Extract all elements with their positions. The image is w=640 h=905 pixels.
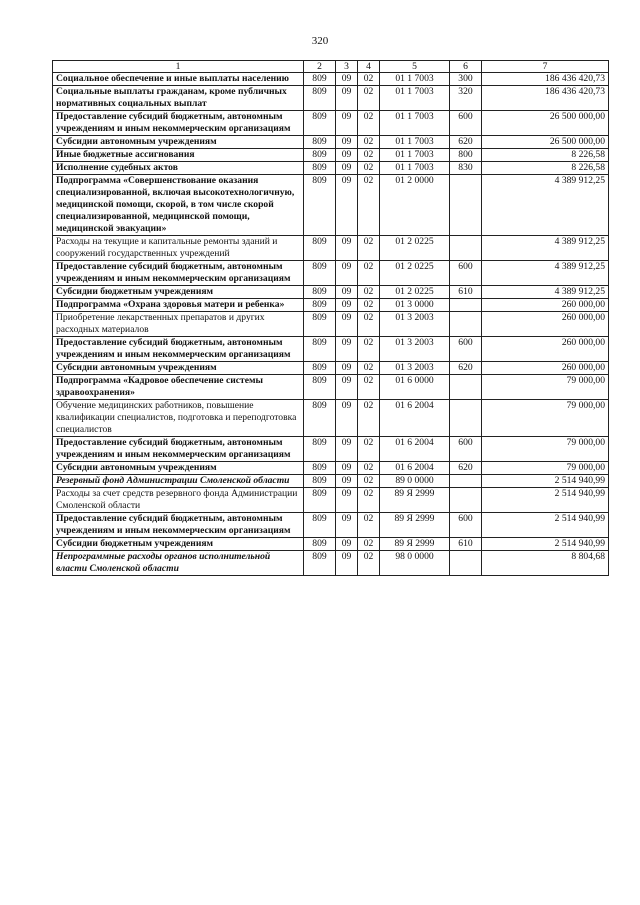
row-code-3-cell: 09: [336, 86, 358, 111]
row-code-4-cell: 02: [358, 400, 380, 437]
row-code-5-cell: 01 3 0000: [380, 299, 450, 312]
row-name-cell: Исполнение судебных актов: [53, 162, 304, 175]
row-code-5-cell: 01 1 7003: [380, 136, 450, 149]
row-code-3-cell: 09: [336, 375, 358, 400]
row-code-4-cell: 02: [358, 462, 380, 475]
table-row: [53, 551, 609, 576]
row-name-cell: Предоставление субсидий бюджетным, автономным учреждениям и иным некоммерческим организациям: [53, 437, 304, 462]
table-row: [53, 488, 609, 513]
row-name-cell: Предоставление субсидий бюджетным, автономным учреждениям и иным некоммерческим организациям: [53, 337, 304, 362]
row-code-2-cell: 809: [304, 475, 336, 488]
row-code-3-cell: 09: [336, 299, 358, 312]
row-code-2-cell: 809: [304, 462, 336, 475]
row-amount-cell: 186 436 420,73: [482, 73, 609, 86]
row-code-3-cell: 09: [336, 73, 358, 86]
header-col-1: 1: [53, 61, 304, 73]
row-code-2-cell: 809: [304, 538, 336, 551]
row-name-cell: Субсидии бюджетным учреждениям: [53, 286, 304, 299]
table-row: [53, 73, 609, 86]
row-code-6-cell: 320: [450, 86, 482, 111]
row-name-cell: Субсидии автономным учреждениям: [53, 462, 304, 475]
row-code-4-cell: 02: [358, 111, 380, 136]
row-code-5-cell: 01 6 2004: [380, 462, 450, 475]
row-amount-cell: 8 226,58: [482, 162, 609, 175]
row-code-5-cell: 01 2 0000: [380, 175, 450, 236]
row-name-cell: Социальное обеспечение и иные выплаты населению: [53, 73, 304, 86]
row-code-6-cell: [450, 375, 482, 400]
row-code-6-cell: 620: [450, 462, 482, 475]
row-code-3-cell: 09: [336, 236, 358, 261]
row-code-3-cell: 09: [336, 286, 358, 299]
row-name-cell: Расходы за счет средств резервного фонда Администрации Смоленской области: [53, 488, 304, 513]
row-code-3-cell: 09: [336, 162, 358, 175]
row-code-5-cell: 01 2 0225: [380, 286, 450, 299]
table-row: [53, 299, 609, 312]
row-code-2-cell: 809: [304, 437, 336, 462]
row-name-cell: Подпрограмма «Совершенствование оказания специализированной, включая высокотехнологичную, медицинской помощи, скорой, в том числе скорой специализированной, медицинской помощи, медицинской эвакуации»: [53, 175, 304, 236]
row-code-6-cell: 610: [450, 538, 482, 551]
row-code-5-cell: 01 1 7003: [380, 149, 450, 162]
row-code-5-cell: 01 3 2003: [380, 337, 450, 362]
row-amount-cell: 8 226,58: [482, 149, 609, 162]
row-amount-cell: 2 514 940,99: [482, 475, 609, 488]
row-code-6-cell: 600: [450, 337, 482, 362]
row-code-5-cell: 98 0 0000: [380, 551, 450, 576]
row-code-2-cell: 809: [304, 375, 336, 400]
row-code-2-cell: 809: [304, 400, 336, 437]
row-amount-cell: 186 436 420,73: [482, 86, 609, 111]
row-code-4-cell: 02: [358, 475, 380, 488]
row-code-2-cell: 809: [304, 312, 336, 337]
row-code-2-cell: 809: [304, 337, 336, 362]
table-row: [53, 513, 609, 538]
row-code-6-cell: [450, 299, 482, 312]
row-code-3-cell: 09: [336, 538, 358, 551]
row-code-2-cell: 809: [304, 175, 336, 236]
row-name-cell: Резервный фонд Администрации Смоленской области: [53, 475, 304, 488]
header-col-2: 2: [304, 61, 336, 73]
row-code-4-cell: 02: [358, 312, 380, 337]
row-code-6-cell: [450, 236, 482, 261]
row-code-6-cell: 600: [450, 513, 482, 538]
row-code-6-cell: 600: [450, 111, 482, 136]
row-name-cell: Предоставление субсидий бюджетным, автономным учреждениям и иным некоммерческим организациям: [53, 513, 304, 538]
row-amount-cell: 260 000,00: [482, 312, 609, 337]
row-code-4-cell: 02: [358, 551, 380, 576]
row-code-6-cell: 620: [450, 136, 482, 149]
row-code-4-cell: 02: [358, 437, 380, 462]
row-name-cell: Субсидии автономным учреждениям: [53, 136, 304, 149]
row-name-cell: Подпрограмма «Кадровое обеспечение системы здравоохранения»: [53, 375, 304, 400]
row-amount-cell: 26 500 000,00: [482, 136, 609, 149]
row-code-2-cell: 809: [304, 73, 336, 86]
row-code-5-cell: 01 6 0000: [380, 375, 450, 400]
header-col-3: 3: [336, 61, 358, 73]
row-amount-cell: 2 514 940,99: [482, 538, 609, 551]
row-amount-cell: 8 804,68: [482, 551, 609, 576]
row-code-4-cell: 02: [358, 261, 380, 286]
table-row: [53, 538, 609, 551]
row-code-5-cell: 01 2 0225: [380, 236, 450, 261]
row-code-6-cell: [450, 175, 482, 236]
row-amount-cell: 2 514 940,99: [482, 513, 609, 538]
row-code-2-cell: 809: [304, 149, 336, 162]
row-code-3-cell: 09: [336, 175, 358, 236]
row-code-5-cell: 01 1 7003: [380, 86, 450, 111]
row-code-5-cell: 01 3 2003: [380, 362, 450, 375]
row-amount-cell: 4 389 912,25: [482, 175, 609, 236]
row-code-4-cell: 02: [358, 513, 380, 538]
row-code-5-cell: 89 Я 2999: [380, 488, 450, 513]
row-amount-cell: 79 000,00: [482, 375, 609, 400]
row-code-3-cell: 09: [336, 551, 358, 576]
row-amount-cell: 260 000,00: [482, 299, 609, 312]
table-row: [53, 261, 609, 286]
row-amount-cell: 4 389 912,25: [482, 286, 609, 299]
row-name-cell: Субсидии автономным учреждениям: [53, 362, 304, 375]
row-code-4-cell: 02: [358, 73, 380, 86]
row-code-5-cell: 01 3 2003: [380, 312, 450, 337]
row-code-2-cell: 809: [304, 136, 336, 149]
row-code-3-cell: 09: [336, 437, 358, 462]
row-code-2-cell: 809: [304, 286, 336, 299]
table-row: [53, 149, 609, 162]
row-code-4-cell: 02: [358, 375, 380, 400]
row-code-4-cell: 02: [358, 162, 380, 175]
row-code-6-cell: [450, 312, 482, 337]
row-code-2-cell: 809: [304, 162, 336, 175]
budget-table: [52, 60, 609, 576]
row-name-cell: Непрограммные расходы органов исполнительной власти Смоленской области: [53, 551, 304, 576]
table-row: [53, 400, 609, 437]
row-code-6-cell: 600: [450, 437, 482, 462]
row-name-cell: Обучение медицинских работников, повышение квалификации специалистов, подготовка и переподготовка специалистов: [53, 400, 304, 437]
row-code-2-cell: 809: [304, 236, 336, 261]
row-amount-cell: 4 389 912,25: [482, 261, 609, 286]
row-code-5-cell: 01 1 7003: [380, 73, 450, 86]
row-amount-cell: 79 000,00: [482, 437, 609, 462]
row-code-2-cell: 809: [304, 86, 336, 111]
row-amount-cell: 2 514 940,99: [482, 488, 609, 513]
row-code-2-cell: 809: [304, 111, 336, 136]
row-name-cell: Субсидии бюджетным учреждениям: [53, 538, 304, 551]
row-code-4-cell: 02: [358, 86, 380, 111]
row-code-3-cell: 09: [336, 400, 358, 437]
page-number: 320: [311, 35, 329, 47]
row-code-6-cell: [450, 488, 482, 513]
row-code-4-cell: 02: [358, 362, 380, 375]
row-name-cell: Социальные выплаты гражданам, кроме публичных нормативных социальных выплат: [53, 86, 304, 111]
row-code-5-cell: 01 6 2004: [380, 400, 450, 437]
header-col-7: 7: [482, 61, 609, 73]
row-code-5-cell: 01 1 7003: [380, 111, 450, 136]
row-code-3-cell: 09: [336, 513, 358, 538]
row-code-4-cell: 02: [358, 337, 380, 362]
row-code-4-cell: 02: [358, 175, 380, 236]
row-code-2-cell: 809: [304, 513, 336, 538]
table-row: [53, 437, 609, 462]
row-code-5-cell: 01 1 7003: [380, 162, 450, 175]
header-col-6: 6: [450, 61, 482, 73]
row-code-2-cell: 809: [304, 261, 336, 286]
row-code-4-cell: 02: [358, 136, 380, 149]
row-code-4-cell: 02: [358, 299, 380, 312]
row-code-2-cell: 809: [304, 299, 336, 312]
table-row: [53, 475, 609, 488]
row-code-3-cell: 09: [336, 149, 358, 162]
row-code-6-cell: 610: [450, 286, 482, 299]
row-code-6-cell: 800: [450, 149, 482, 162]
row-code-4-cell: 02: [358, 286, 380, 299]
row-code-3-cell: 09: [336, 462, 358, 475]
table-row: [53, 337, 609, 362]
row-code-3-cell: 09: [336, 312, 358, 337]
row-amount-cell: 260 000,00: [482, 362, 609, 375]
row-code-5-cell: 89 Я 2999: [380, 538, 450, 551]
row-code-3-cell: 09: [336, 337, 358, 362]
row-name-cell: Приобретение лекарственных препаратов и других расходных материалов: [53, 312, 304, 337]
row-code-3-cell: 09: [336, 362, 358, 375]
row-name-cell: Предоставление субсидий бюджетным, автономным учреждениям и иным некоммерческим организациям: [53, 261, 304, 286]
row-code-6-cell: [450, 400, 482, 437]
row-amount-cell: 4 389 912,25: [482, 236, 609, 261]
row-name-cell: Предоставление субсидий бюджетным, автономным учреждениям и иным некоммерческим организациям: [53, 111, 304, 136]
row-code-2-cell: 809: [304, 551, 336, 576]
row-code-6-cell: [450, 551, 482, 576]
row-code-6-cell: 620: [450, 362, 482, 375]
row-code-5-cell: 01 6 2004: [380, 437, 450, 462]
header-col-4: 4: [358, 61, 380, 73]
row-code-3-cell: 09: [336, 488, 358, 513]
table-row: [53, 111, 609, 136]
table-row: [53, 86, 609, 111]
row-code-3-cell: 09: [336, 475, 358, 488]
row-code-2-cell: 809: [304, 488, 336, 513]
row-amount-cell: 26 500 000,00: [482, 111, 609, 136]
row-code-5-cell: 01 2 0225: [380, 261, 450, 286]
row-amount-cell: 260 000,00: [482, 337, 609, 362]
row-code-6-cell: 600: [450, 261, 482, 286]
table-row: [53, 462, 609, 475]
table-row: [53, 286, 609, 299]
row-code-3-cell: 09: [336, 111, 358, 136]
table-row: [53, 162, 609, 175]
row-code-5-cell: 89 0 0000: [380, 475, 450, 488]
row-code-5-cell: 89 Я 2999: [380, 513, 450, 538]
row-code-4-cell: 02: [358, 488, 380, 513]
table-row: [53, 136, 609, 149]
table-row: [53, 362, 609, 375]
row-name-cell: Подпрограмма «Охрана здоровья матери и ребенка»: [53, 299, 304, 312]
row-amount-cell: 79 000,00: [482, 400, 609, 437]
row-code-6-cell: 300: [450, 73, 482, 86]
row-code-3-cell: 09: [336, 261, 358, 286]
row-code-4-cell: 02: [358, 149, 380, 162]
row-code-2-cell: 809: [304, 362, 336, 375]
header-col-5: 5: [380, 61, 450, 73]
table-row: [53, 236, 609, 261]
row-name-cell: Расходы на текущие и капитальные ремонты зданий и сооружений государственных учреждений: [53, 236, 304, 261]
row-code-6-cell: 830: [450, 162, 482, 175]
row-amount-cell: 79 000,00: [482, 462, 609, 475]
table-row: [53, 312, 609, 337]
header-row: [53, 61, 609, 73]
row-code-6-cell: [450, 475, 482, 488]
table-row: [53, 375, 609, 400]
row-name-cell: Иные бюджетные ассигнования: [53, 149, 304, 162]
row-code-3-cell: 09: [336, 136, 358, 149]
row-code-4-cell: 02: [358, 236, 380, 261]
row-code-4-cell: 02: [358, 538, 380, 551]
table-row: [53, 175, 609, 236]
